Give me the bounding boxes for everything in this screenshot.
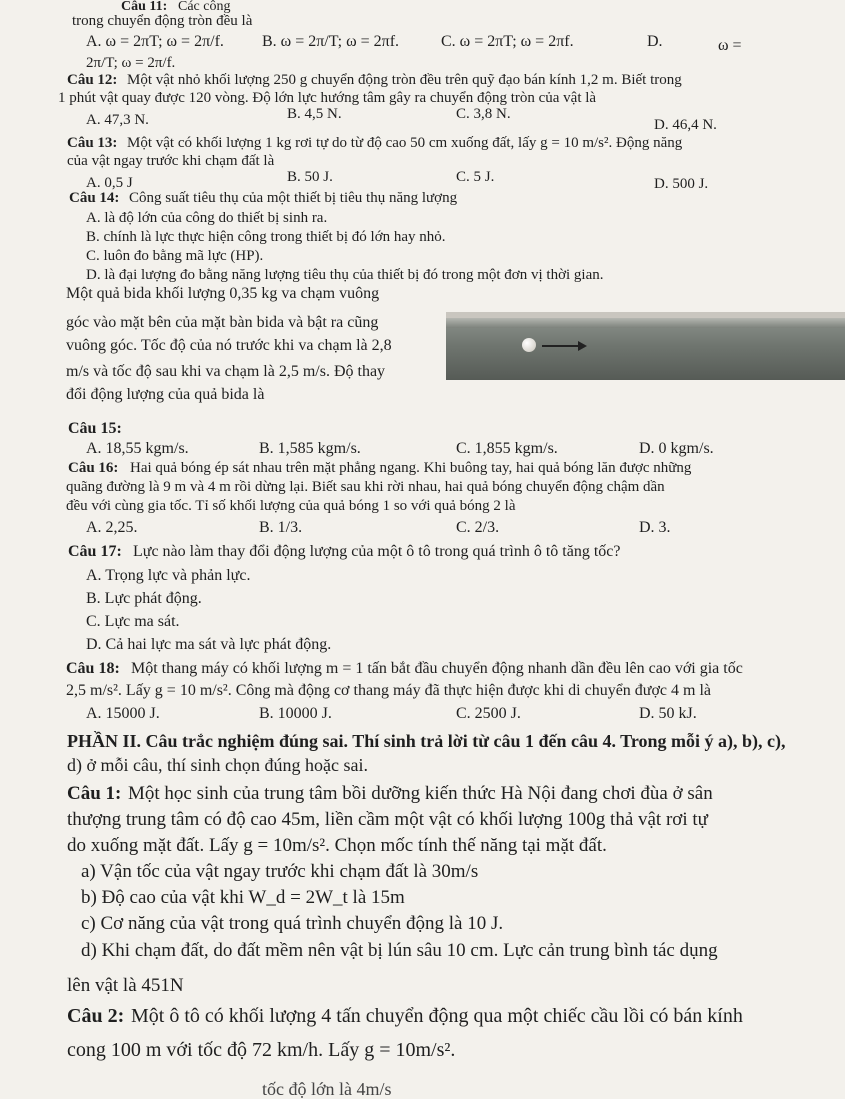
q15-line2: góc vào mặt bên của mặt bàn bida và bật ra cũng [66, 314, 379, 331]
c1-item-a: a) Vận tốc của vật ngay trước khi chạm đất là 30m/s [81, 861, 479, 882]
q18-line1: Một thang máy có khối lượng m = 1 tấn bắt đầu chuyển động nhanh dần đều lên cao với gia tốc [131, 660, 743, 677]
q14-option-d: D. là đại lượng đo bằng năng lượng tiêu thụ của thiết bị đó trong một đơn vị thời gian. [86, 267, 604, 283]
q16-option-d: D. 3. [639, 519, 671, 536]
q12-option-c: C. 3,8 N. [456, 106, 511, 122]
q12-label: Câu 12: [67, 72, 118, 88]
table-rail [446, 318, 845, 328]
q11-option-c: C. ω = 2πT; ω = 2πf. [441, 33, 574, 50]
c2-line1: Một ô tô có khối lượng 4 tấn chuyển động qua một chiếc cầu lồi có bán kính [131, 1005, 743, 1027]
q14-option-c: C. luôn đo bằng mã lực (HP). [86, 248, 264, 264]
q17-option-a: A. Trọng lực và phản lực. [86, 567, 251, 584]
c1-label: Câu 1: [67, 783, 122, 804]
q14-option-b: B. chính là lực thực hiện công trong thiết bị đó lớn hay nhỏ. [86, 229, 446, 245]
c1-line2: thượng trung tâm có độ cao 45m, liền cầm một vật có khối lượng 100g thả vật rơi tự [67, 809, 708, 830]
q17-option-d: D. Cả hai lực ma sát và lực phát động. [86, 636, 332, 653]
c1-item-b: b) Độ cao của vật khi W_d = 2W_t là 15m [81, 887, 405, 908]
q16-line2: quãng đường là 9 m và 4 m rồi dừng lại. Biết sau khi rời nhau, hai quả bóng chuyển động chậm dần [66, 479, 665, 495]
q16-option-a: A. 2,25. [86, 519, 138, 536]
c2-cut-line: tốc độ lớn là 4m/s [262, 1079, 392, 1099]
q16-option-c: C. 2/3. [456, 519, 500, 536]
q14-label: Câu 14: [69, 190, 120, 206]
q15-option-a: A. 18,55 kgm/s. [86, 440, 189, 457]
q15-option-b: B. 1,585 kgm/s. [259, 440, 361, 457]
q18-option-b: B. 10000 J. [259, 705, 332, 722]
q11-option-a: A. ω = 2πT; ω = 2π/f. [86, 33, 224, 50]
q11-option-d-label: D. [647, 33, 663, 50]
q16-option-b: B. 1/3. [259, 519, 303, 536]
q15-line1: Một quả bida khối lượng 0,35 kg va chạm vuông [66, 285, 380, 302]
q16-line1: Hai quả bóng ép sát nhau trên mặt phẳng ngang. Khi buông tay, hai quả bóng lăn được những [130, 460, 692, 476]
q15-line4: m/s và tốc độ sau khi va chạm là 2,5 m/s. Độ thay [66, 363, 386, 380]
c1-line1: Một học sinh của trung tâm bồi dưỡng kiến thức Hà Nội đang chơi đùa ở sân [128, 783, 713, 804]
q15-option-d: D. 0 kgm/s. [639, 440, 714, 457]
q13-option-c: C. 5 J. [456, 169, 495, 185]
q14-option-a: A. là độ lớn của công do thiết bị sinh ra. [86, 210, 328, 226]
q18-option-d: D. 50 kJ. [639, 705, 697, 722]
c2-line2: cong 100 m với tốc độ 72 km/h. Lấy g = 10m/s². [67, 1039, 456, 1061]
q13-option-d: D. 500 J. [654, 176, 709, 192]
q17-stem: Lực nào làm thay đổi động lượng của một ô tô trong quá trình ô tô tăng tốc? [133, 543, 621, 560]
q15-label: Câu 15: [68, 420, 122, 437]
q16-line3: đều với cùng gia tốc. Tỉ số khối lượng của quả bóng 1 so với quả bóng 2 là [66, 498, 516, 514]
q12-line1: Một vật nhỏ khối lượng 250 g chuyển động tròn đều trên quỹ đạo bán kính 1,2 m. Biết trong [127, 72, 682, 88]
q12-option-b: B. 4,5 N. [287, 106, 342, 122]
part2-heading: PHẦN II. Câu trắc nghiệm đúng sai. Thí sinh trả lời từ câu 1 đến câu 4. Trong mỗi ý a), b), c), [67, 731, 786, 751]
c1-item-d-line1: d) Khi chạm đất, do đất mềm nên vật bị lún sâu 10 cm. Lực cản trung bình tác dụng [81, 940, 718, 961]
q12-option-d: D. 46,4 N. [654, 117, 717, 133]
q15-option-c: C. 1,855 kgm/s. [456, 440, 558, 457]
part2-heading-line2: d) ở mỗi câu, thí sinh chọn đúng hoặc sai. [67, 755, 368, 775]
c2-label: Câu 2: [67, 1005, 125, 1027]
q11-option-b: B. ω = 2π/T; ω = 2πf. [262, 33, 400, 50]
q18-option-c: C. 2500 J. [456, 705, 521, 722]
q13-line1: Một vật có khối lượng 1 kg rơi tự do từ độ cao 50 cm xuống đất, lấy g = 10 m/s². Động năng [127, 135, 683, 151]
q15-line5: đổi động lượng của quả bida là [66, 386, 265, 403]
q16-label: Câu 16: [68, 460, 119, 476]
q18-option-a: A. 15000 J. [86, 705, 160, 722]
c1-line3: do xuống mặt đất. Lấy g = 10m/s². Chọn mốc tính thế năng tại mặt đất. [67, 835, 607, 856]
q15-line3: vuông góc. Tốc độ của nó trước khi va chạm là 2,8 [66, 337, 392, 354]
q11-label: Câu 11: [121, 0, 168, 14]
q18-label: Câu 18: [66, 660, 120, 677]
billiard-table-image [446, 312, 845, 380]
q13-label: Câu 13: [67, 135, 118, 151]
q17-option-b: B. Lực phát động. [86, 590, 202, 607]
arrow-head-icon [578, 341, 587, 351]
q13-option-a: A. 0,5 J [86, 175, 133, 191]
c1-item-c: c) Cơ năng của vật trong quá trình chuyển động là 10 J. [81, 913, 504, 934]
q12-option-a: A. 47,3 N. [86, 112, 149, 128]
q11-option-d-start: ω = [718, 37, 742, 54]
q14-stem: Công suất tiêu thụ của một thiết bị tiêu thụ năng lượng [129, 190, 458, 206]
q11-top-text: Các công [178, 0, 231, 14]
velocity-arrow [542, 345, 580, 347]
q11-option-d-cont: 2π/T; ω = 2π/f. [86, 55, 176, 71]
q13-option-b: B. 50 J. [287, 169, 333, 185]
c1-item-d-line2: lên vật là 451N [67, 975, 184, 996]
q13-line2: của vật ngay trước khi chạm đất là [67, 153, 275, 169]
q11-stem: trong chuyển động tròn đều là [72, 13, 253, 29]
q18-line2: 2,5 m/s². Lấy g = 10 m/s². Công mà động cơ thang máy đã thực hiện được khi di chuyển được 4 m là [66, 682, 712, 699]
q17-option-c: C. Lực ma sát. [86, 613, 180, 630]
q12-line2: 1 phút vật quay được 120 vòng. Độ lớn lực hướng tâm gây ra chuyển động tròn của vật là [58, 90, 597, 106]
billiard-ball [522, 338, 536, 352]
q17-label: Câu 17: [68, 543, 122, 560]
